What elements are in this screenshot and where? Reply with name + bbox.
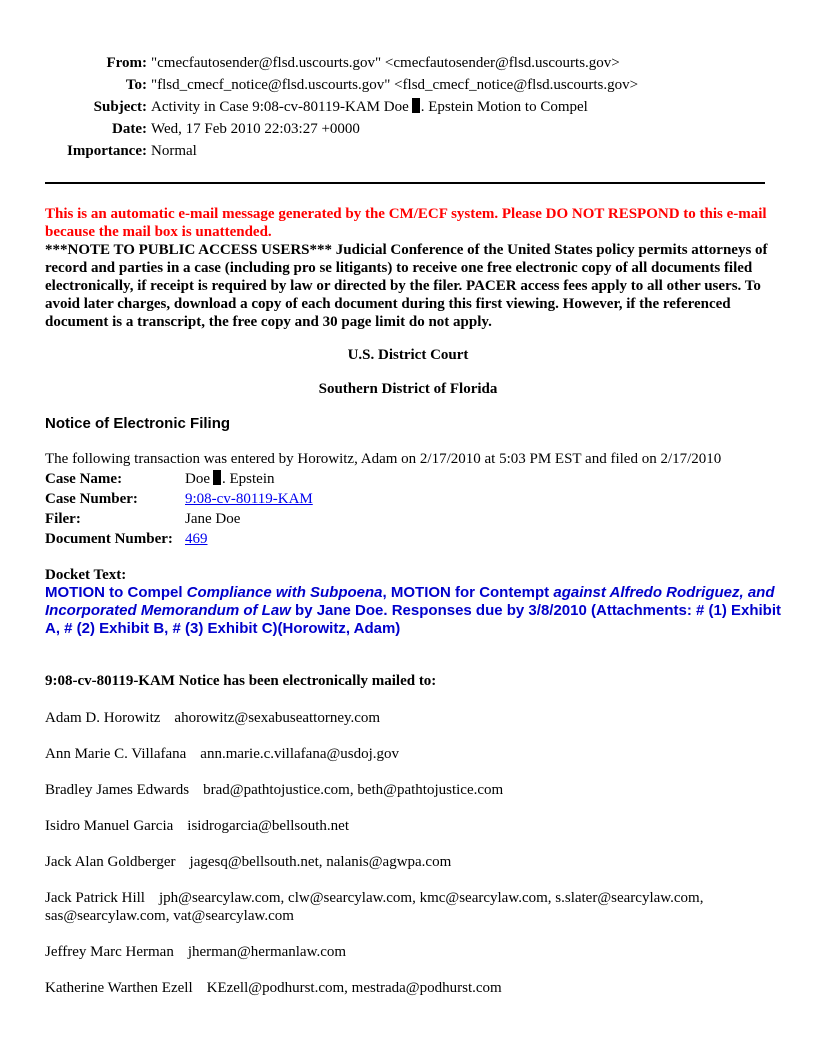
case-name-label: Case Name: (45, 471, 123, 487)
docket-part-2: Compliance with Subpoena (186, 584, 383, 601)
filer-label: Filer: (45, 511, 81, 527)
to-label: To: (125, 77, 147, 93)
list-item (45, 781, 775, 799)
mailed-to-heading: 9:08-cv-80119-KAM Notice has been electronically mailed to: (45, 673, 437, 689)
recipient-name: Bradley James Edwards (45, 782, 190, 798)
recipient-emails: jagesq@bellsouth.net, nalanis@agwpa.com (189, 854, 452, 870)
from-value: "cmecfautosender@flsd.uscourts.gov" <cmecfautosender@flsd.uscourts.gov> (151, 55, 620, 71)
list-item (45, 817, 775, 835)
recipient-name: Katherine Warthen Ezell (45, 980, 193, 996)
recipient-emails: KEzell@podhurst.com, mestrada@podhurst.com (206, 980, 502, 996)
list-item (45, 853, 775, 871)
case-name-row (45, 469, 313, 489)
list-item (45, 709, 775, 727)
auto-message-warning: This is an automatic e-mail message generated by the CM/ECF system. Please DO NOT RESPOND to this e-mail because the mail box is unattended. (45, 206, 767, 240)
to-value: "flsd_cmecf_notice@flsd.uscourts.gov" <flsd_cmecf_notice@flsd.uscourts.gov> (151, 77, 639, 93)
docket-text (45, 584, 785, 638)
document-number-link[interactable]: 469 (185, 531, 208, 547)
recipient-emails: isidrogarcia@bellsouth.net (187, 818, 349, 834)
case-number-link[interactable]: 9:08-cv-80119-KAM (185, 491, 313, 507)
recipient-list (45, 709, 775, 1015)
subject-row (45, 96, 775, 118)
case-info-table (45, 469, 313, 549)
case-name-post: . Epstein (222, 471, 275, 487)
recipient-emails: ahorowitz@sexabuseattorney.com (174, 710, 381, 726)
court-district: Southern District of Florida (318, 381, 498, 397)
redaction-block (412, 98, 420, 113)
to-row (45, 74, 775, 96)
recipient-name: Isidro Manuel Garcia (45, 818, 174, 834)
recipient-name: Jack Patrick Hill (45, 890, 145, 906)
recipient-name: Adam D. Horowitz (45, 710, 161, 726)
docket-text-label: Docket Text: (45, 567, 127, 583)
from-label: From: (106, 55, 147, 71)
header-divider (45, 182, 765, 184)
recipient-name: Ann Marie C. Villafana (45, 746, 187, 762)
case-number-row (45, 489, 313, 509)
subject-value (151, 96, 588, 118)
recipient-name: Jack Alan Goldberger (45, 854, 176, 870)
recipient-emails: ann.marie.c.villafana@usdoj.gov (200, 746, 400, 762)
list-item (45, 745, 775, 763)
subject-label: Subject: (93, 99, 147, 115)
notice-title: Notice of Electronic Filing (45, 415, 231, 432)
filer-value: Jane Doe (185, 511, 241, 527)
importance-label: Importance: (67, 143, 147, 159)
date-label: Date: (112, 121, 147, 137)
docket-part-3: , MOTION for Contempt (382, 584, 554, 601)
filer-row (45, 509, 313, 529)
importance-row (45, 140, 775, 162)
from-row (45, 52, 775, 74)
case-number-label: Case Number: (45, 491, 138, 507)
subject-text-post: . Epstein Motion to Compel (420, 99, 588, 115)
subject-text-pre: Activity in Case 9:08-cv-80119-KAM Doe (151, 99, 409, 115)
redaction-block (213, 470, 221, 485)
list-item (45, 889, 775, 925)
document-number-row (45, 529, 313, 549)
public-access-note: ***NOTE TO PUBLIC ACCESS USERS*** Judicial Conference of the United States policy permits attorneys of record and parties in a case (including pro se litigants) to receive one free electronic copy of all documents filed electronically, if receipt is required by law or directed by the filer. PACER access fees apply to all other users. To avoid later charges, download a copy of each document during this first viewing. However, if the referenced document is a transcript, the free copy and 30 page limit do not apply. (45, 242, 768, 330)
date-value: Wed, 17 Feb 2010 22:03:27 +0000 (151, 121, 360, 137)
date-row (45, 118, 775, 140)
list-item (45, 979, 775, 997)
docket-part-1: MOTION to Compel (45, 584, 187, 601)
recipient-emails: jherman@hermanlaw.com (187, 944, 347, 960)
importance-value: Normal (151, 143, 197, 159)
case-name-pre: Doe (185, 471, 210, 487)
court-name: U.S. District Court (347, 347, 469, 363)
recipient-name: Jeffrey Marc Herman (45, 944, 174, 960)
recipient-emails: brad@pathtojustice.com, beth@pathtojustice.com (203, 782, 504, 798)
email-header (45, 52, 775, 162)
list-item (45, 943, 775, 961)
recipient-emails: jph@searcylaw.com, clw@searcylaw.com, kmc@searcylaw.com, s.slater@searcylaw.com, sas@searcylaw.com, vat@searcylaw.com (45, 890, 704, 924)
docket-part-5: by Jane Doe. Responses due by 3/8/2010 (Attachments: # (1) Exhibit A, # (2) Exhibit B, # (3) Exhibit C)(Horowitz, Adam) (45, 602, 782, 637)
docket-part-4: against Alfredo Rodriguez, and Incorporated Memorandum of Law (45, 584, 775, 619)
transaction-text: The following transaction was entered by Horowitz, Adam on 2/17/2010 at 5:03 PM EST and filed on 2/17/2010 (45, 451, 722, 467)
document-number-label: Document Number: (45, 531, 173, 547)
case-name-value (185, 469, 275, 489)
